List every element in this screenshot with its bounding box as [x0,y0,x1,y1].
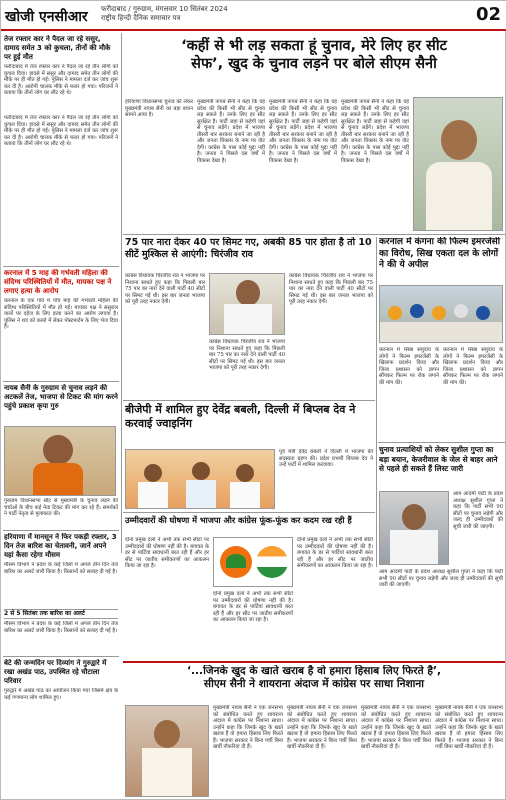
lead-col-2 [197,99,265,229]
date-line [101,5,361,23]
bottom-col-2 [287,705,357,797]
divider [123,661,505,663]
left-story-1-headline: तेज रफ्तार कार ने पैदल जा रहे ससुर, दामाद समेत 3 को कुचला, तीनों की मौके पर हुई मौत [4,35,111,61]
middle-story-1-headline: 75 पार नारा देकर 40 पर सिमट गए, अबकी 85 पार होता है तो 10 सीटें मुश्किल से आएंगी: चिरंजीव राव [125,237,372,260]
middle-story-3-body: दोनों प्रमुख दलों ने अभी तक सभी सीटों पर उम्मीदवारों की घोषणा नहीं की है। बगावत के डर से पार्टियां सावधानी बरत रही हैं और हर सीट पर जातीय समीकरणों का आकलन किया जा रहा है। [125,537,209,569]
bottom-headline-line-1: ‘...जिनके खुद के खाते खराब है वो हमारा हिसाब लिए फिरते है’, [186,665,442,677]
right-story-2-col-2 [379,569,503,657]
bottom-col-1 [213,705,283,797]
middle-story-2-headline: बीजेपी में शामिल हुए देवेंद्र बबली, दिल्ली में बिप्लब देव ने करवाई ज्वाइनिंग [125,403,356,430]
left-story-2-body: करनाल के एक गांव में पांच माह की गर्भवती महिला की संदिग्ध परिस्थितियों में मौत हो गई। मायका पक्ष ने ससुराल वालों पर दहेज के लिए हत्या करने का आरोप लगाया है। पुलिस ने शव को कब्जे में लेकर पोस्टमार्टम के लिए भेज दिया है। [4,298,118,330]
left-story-5 [4,609,118,653]
middle-story-1-body-3: कांग्रेस विधायक चिरंजीव राव ने भाजपा पर निशाना साधते हुए कहा कि पिछली बार 75 पार का नारा देने वाली पार्टी 40 सीटों पर सिमट गई थी। इस बार जनता भाजपा को पूरी तरह नकार देगी। [289,273,373,305]
lead-headline-line-2: सेफ’, खुद के चुनाव लड़ने पर बोले सीएम सैनी [191,56,437,72]
left-story-3-headline: नायब सैनी के गुरुग्राम से चुनाव लड़ने की अटकलें तेज, भाजपा से टिकट की मांग करने पहुंचे प्रकाश कृपा गुरु [4,384,118,410]
photo-leader [4,426,116,496]
photo-protest [379,285,503,343]
left-story-1-body: फरीदाबाद में तेज रफ्तार कार ने पैदल जा रहे तीन लोगों को कुचल दिया। हादसे में ससुर और दामाद समेत तीन लोगों की मौके पर ही मौत हो गई। पुलिस ने मामला दर्ज कर जांच शुरू कर दी है। आरोपी चालक मौके से फरार हो गया। परिजनों ने बताया कि तीनों लोग घर लौट रहे थे। [4,64,118,96]
middle-story-1-body-2: कांग्रेस विधायक चिरंजीव राव ने भाजपा पर निशाना साधते हुए कहा कि पिछली बार 75 पार का नारा देने वाली पार्टी 40 सीटों पर सिमट गई थी। इस बार जनता भाजपा को पूरी तरह नकार देगी। [209,339,285,371]
photo-chiranjeev [209,273,285,335]
right-story-1-body-2: करनाल में सिख समुदाय के लोगों ने फिल्म इमरजेंसी के खिलाफ प्रदर्शन किया और जिला प्रशासन को ज्ञापन सौंपकर फिल्म पर रोक लगाने की मांग की। [443,347,503,386]
right-story-1-head [379,237,503,283]
bottom-body-2: मुख्यमंत्री नायब सैनी ने एक जनसभा को संबोधित करते हुए शायराना अंदाज में कांग्रेस पर निशाना साधा। उन्होंने कहा कि जिनके खुद के खाते खराब हैं वो हमारा हिसाब लिए फिरते हैं। भाजपा सरकार ने बिना पर्ची बिना खर्ची नौकरियां दी हैं। [287,705,357,750]
bottom-body-3: मुख्यमंत्री नायब सैनी ने एक जनसभा को संबोधित करते हुए शायराना अंदाज में कांग्रेस पर निशाना साधा। उन्होंने कहा कि जिनके खुद के खाते खराब हैं वो हमारा हिसाब लिए फिरते हैं। भाजपा सरकार ने बिना पर्ची बिना खर्ची नौकरियां दी हैं। [361,705,431,750]
right-story-1-body: करनाल में सिख समुदाय के लोगों ने फिल्म इमरजेंसी के खिलाफ प्रदर्शन किया और जिला प्रशासन को ज्ञापन सौंपकर फिल्म पर रोक लगाने की मांग की। [379,347,439,386]
right-story-1-headline: करनाल में कंगना की फिल्म इमरजेंसी का विरोध, सिख एकता दल के लोगों ने की ये अपील [379,237,501,270]
lead-col-4 [341,99,409,229]
middle-story-3-head [125,515,375,535]
subline-text: राष्ट्रीय हिन्दी दैनिक समाचार पत्र [101,14,181,22]
bottom-col-4 [435,705,503,797]
right-story-2-body-2: आम आदमी पार्टी के प्रदेश अध्यक्ष सुशील गुप्ता ने कहा कि पार्टी सभी 90 सीटों पर चुनाव लड़ेगी और जल्द ही उम्मीदवारों की सूची जारी की जाएगी। [379,569,503,588]
bottom-col-3 [361,705,431,797]
left-story-4-headline: हरियाणा में मानसून ने फिर पकड़ी रफ्तार, 3 दिन तेज बारिश का चेतावनी, जानें अपने यहां कैसा रहेगा मौसम [4,533,117,559]
left-story-5-subhead: 2 से 5 सितंबर तक बारिश का अलर्ट [4,609,118,619]
left-story-1 [4,35,118,113]
middle-story-2-head [125,403,375,447]
left-story-3-head [4,384,118,424]
photo-cm-rally [125,705,209,797]
left-story-6 [4,659,118,797]
congress-logo-icon [256,546,288,578]
divider [123,400,375,401]
left-story-2-headline: करनाल में 5 माह की गर्भवती महिला की संदिग्ध परिस्थितियों में मौत, मायका पक्ष ने लगाए हत्या के आरोप [4,269,112,295]
middle-story-1-body: कांग्रेस विधायक चिरंजीव राव ने भाजपा पर निशाना साधते हुए कहा कि पिछली बार 75 पार का नारा देने वाली पार्टी 40 सीटों पर सिमट गई थी। इस बार जनता भाजपा को पूरी तरह नकार देगी। [125,273,205,305]
left-story-1-cont [4,115,118,263]
middle-story-3-col [125,537,209,657]
lead-body-3: मुख्यमंत्री नायब सैनी ने कहा कि वह प्रदेश की किसी भी सीट से चुनाव लड़ सकते हैं। उनके लिए हर सीट सुरक्षित है। पार्टी जहां से कहेगी वहां से चुनाव लड़ेंगे। प्रदेश में भाजपा तीसरी बार सरकार बनाने जा रही है और जनता विकास के नाम पर वोट देगी। कांग्रेस के पास कोई मुद्दा नहीं है। जनता ने पिछले दस वर्षों में विकास देखा है। [341,99,409,164]
middle-story-1-head [125,237,373,271]
newspaper-name: खोजी एनसीआर [5,9,88,25]
left-story-4-body: मौसम विभाग ने प्रदेश के कई जिलों में अगले तीन दिन तेज बारिश का अलर्ट जारी किया है। किसानों को सलाह दी गई है। [4,562,118,575]
left-story-6-body: गुरुद्वारे में अखंड पाठ का आयोजन किया गया जिसमें क्षेत्र के कई गणमान्य लोग शामिल हुए। [4,688,118,701]
divider [378,442,505,443]
lead-headline-line-1: ‘कहीं से भी लड़ सकता हूं चुनाव, मेरे लिए हर सीट [181,38,447,54]
bottom-headline-box [125,665,503,703]
photo-sushil-gupta [379,491,449,565]
right-story-2-headline: चुनाव प्रत्याशियों को लेकर सुशील गुप्ता का बड़ा बयान, केजरीवाल के जेल से बाहर आने से पहले ही सकते हैं लिस्ट जारी [379,445,498,473]
middle-story-3-body-2: दोनों प्रमुख दलों ने अभी तक सभी सीटों पर उम्मीदवारों की घोषणा नहीं की है। बगावत के डर से पार्टियां सावधानी बरत रही हैं और हर सीट पर जातीय समीकरणों का आकलन किया जा रहा है। [213,591,293,623]
party-logos-image [213,537,293,587]
left-story-2 [4,269,118,379]
left-story-5-body: मौसम विभाग ने प्रदेश के कई जिलों में अगले तीन दिन तेज बारिश का अलर्ट जारी किया है। किसानों को सलाह दी गई है। [4,621,118,634]
date-text: फरीदाबाद / गुरुग्राम, मंगलवार 10 सितंबर 2024 [101,5,228,13]
lead-col-3 [269,99,337,229]
lead-col-1 [125,99,193,229]
bottom-body-1: मुख्यमंत्री नायब सैनी ने एक जनसभा को संबोधित करते हुए शायराना अंदाज में कांग्रेस पर निशाना साधा। उन्होंने कहा कि जिनके खुद के खाते खराब हैं वो हमारा हिसाब लिए फिरते हैं। भाजपा सरकार ने बिना पर्ची बिना खर्ची नौकरियां दी हैं। [213,705,283,750]
lead-headline-box [125,37,503,93]
column-rule [121,33,122,553]
right-story-2-head [379,445,503,489]
lead-byline: हरियाणा विधानसभा चुनाव को लेकर मुख्यमंत्री नायब सैनी का बड़ा बयान सामने आया है। [125,99,193,118]
left-story-3-body: गुरुग्राम विधानसभा सीट से मुख्यमंत्री के चुनाव लड़ने की चर्चाओं के बीच कई नेता टिकट की मांग कर रहे हैं। समर्थकों ने पार्टी नेतृत्व से मुलाकात की। [4,498,118,517]
left-story-3-body-box [4,498,118,528]
photo-babli-joining [125,449,275,509]
lead-body-1: मुख्यमंत्री नायब सैनी ने कहा कि वह प्रदेश की किसी भी सीट से चुनाव लड़ सकते हैं। उनके लिए हर सीट सुरक्षित है। पार्टी जहां से कहेगी वहां से चुनाव लड़ेंगे। प्रदेश में भाजपा तीसरी बार सरकार बनाने जा रही है और जनता विकास के नाम पर वोट देगी। कांग्रेस के पास कोई मुद्दा नहीं है। जनता ने पिछले दस वर्षों में विकास देखा है। [197,99,265,164]
middle-story-1-col-3 [289,273,373,397]
left-story-1-continued: फरीदाबाद में तेज रफ्तार कार ने पैदल जा रहे तीन लोगों को कुचल दिया। हादसे में ससुर और दामाद समेत तीन लोगों की मौके पर ही मौत हो गई। पुलिस ने मामला दर्ज कर जांच शुरू कर दी है। आरोपी चालक मौके से फरार हो गया। परिजनों ने बताया कि तीनों लोग घर लौट रहे थे। [4,115,118,147]
middle-story-3-col-2 [213,591,293,657]
bottom-headline-line-2: सीएम सैनी ने शायराना अंदाज में कांग्रेस पर साधा निशाना [203,678,425,690]
lead-body-2: मुख्यमंत्री नायब सैनी ने कहा कि वह प्रदेश की किसी भी सीट से चुनाव लड़ सकते हैं। उनके लिए हर सीट सुरक्षित है। पार्टी जहां से कहेगी वहां से चुनाव लड़ेंगे। प्रदेश में भाजपा तीसरी बार सरकार बनाने जा रही है और जनता विकास के नाम पर वोट देगी। कांग्रेस के पास कोई मुद्दा नहीं है। जनता ने पिछले दस वर्षों में विकास देखा है। [269,99,337,164]
middle-story-3-col-3 [297,537,373,657]
left-story-6-headline: बेटे की जन्मदिन पर दिव्यांग ने गुरुद्वारे में रखा अखंड पाठ, उपस्थित रहे चौटाला परिवार [4,659,107,685]
bottom-body-4: मुख्यमंत्री नायब सैनी ने एक जनसभा को संबोधित करते हुए शायराना अंदाज में कांग्रेस पर निशाना साधा। उन्होंने कहा कि जिनके खुद के खाते खराब हैं वो हमारा हिसाब लिए फिरते हैं। भाजपा सरकार ने बिना पर्ची बिना खर्ची नौकरियां दी हैं। [435,705,503,750]
middle-story-2-body: पूर्व मंत्री देवेंद्र बबली ने दिल्ली में भाजपा की सदस्यता ग्रहण की। प्रदेश प्रभारी बिप्लब देव ने उन्हें पार्टी में शामिल करवाया। [279,449,373,468]
right-story-2-col [453,491,503,565]
divider [123,234,505,235]
middle-story-3-headline: उम्मीदवारों की घोषणा में भाजपा और कांग्रेस फूंक-फूंक कर कदम रख रही हैं [125,515,352,525]
divider [3,266,119,267]
divider [3,381,119,382]
page-number: 02 [475,4,501,25]
left-story-4 [4,533,118,609]
middle-story-1-col-2 [209,339,285,397]
right-story-2-body: आम आदमी पार्टी के प्रदेश अध्यक्ष सुशील गुप्ता ने कहा कि पार्टी सभी 90 सीटों पर चुनाव लड़ेगी और जल्द ही उम्मीदवारों की सूची जारी की जाएगी। [453,491,503,530]
divider [123,512,375,513]
masthead [1,1,506,31]
divider [3,530,119,531]
middle-story-2-col [279,449,373,509]
divider [3,656,119,657]
middle-story-3-body-3: दोनों प्रमुख दलों ने अभी तक सभी सीटों पर उम्मीदवारों की घोषणा नहीं की है। बगावत के डर से पार्टियां सावधानी बरत रही हैं और हर सीट पर जातीय समीकरणों का आकलन किया जा रहा है। [297,537,373,569]
right-story-1-col [379,347,439,439]
photo-cm [413,97,503,231]
column-rule [376,237,377,567]
middle-story-1-col [125,273,205,397]
right-story-1-col-2 [443,347,503,439]
